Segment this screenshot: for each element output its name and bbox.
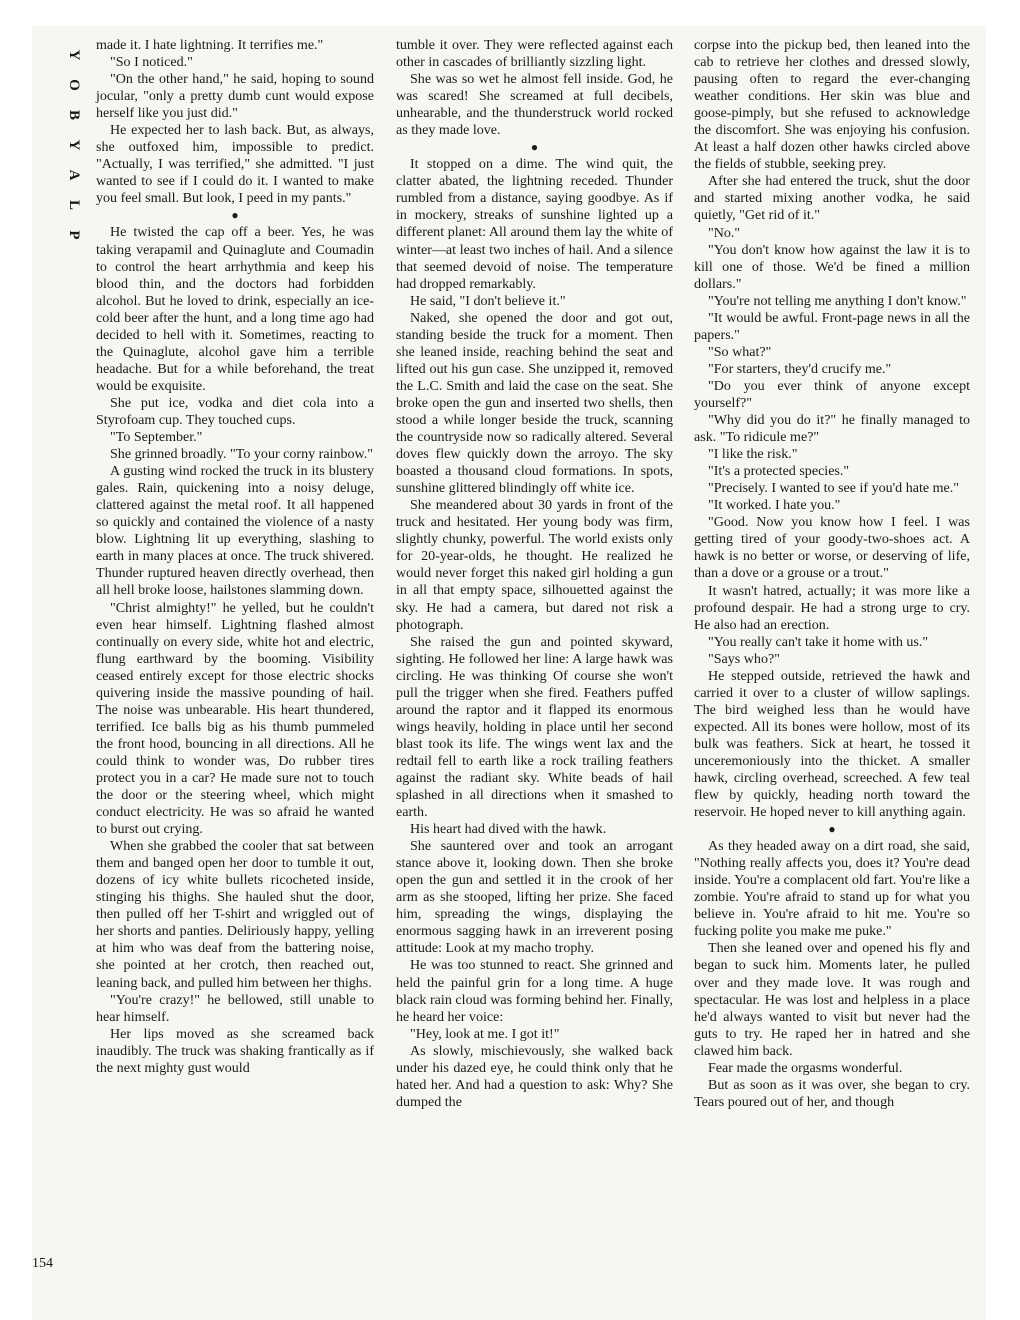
sidebar-letter: B [66,109,82,120]
paragraph: When she grabbed the cooler that sat between them and banged open her door to tumble it out, dozens of icy white bullets ricocheted inside, stinging his thighs. She hauled shut the door, then pulled off her T-shirt and wriggled out of her shorts and panties. Deliriously happy, yelling at him who was deaf from the battering noise, she pointed at her crotch, then reached out, leaning back, and pulled him between her thighs. [96,838,374,991]
sidebar-letter: A [66,169,82,181]
sidebar-letter: Y [66,139,82,151]
paragraph: As they headed away on a dirt road, she said, "Nothing really affects you, does it? You're dead inside. You're a complacent old fart. You're like a zombie. You're afraid to stand up for what you believe in. You're afraid to hit me. You're so fucking polite you make me puke." [694,838,970,940]
paragraph: Then she leaned over and opened his fly and began to suck him. Moments later, he pulled over and they made love. It was rough and spectacular. He was lost and helpless in a place he'd always wanted to visit but never had the guts to try. He raped her in hatred and she clawed him back. [694,940,970,1059]
paragraph: "You're crazy!" he bellowed, still unable to hear himself. [96,991,374,1025]
paragraph: "I like the risk." [708,446,798,463]
paragraph: made it. I hate lightning. It terrifies me." [96,37,324,53]
paragraph: "To September." [110,429,203,446]
paragraph: "You really can't take it home with us." [708,633,929,650]
paragraph: She was so wet he almost fell inside. God, he was scared! She screamed at full decibels, unhearable, and the thunderstruck world rocked as they made love. [396,71,673,139]
paragraph: It stopped on a dime. The wind quit, the clatter abated, the lightning receded. Thunder rumbled from a distance, saying goodbye. As if in mockery, streaks of sunshine lighted up a different planet: All around them lay the white of winter—at least two inches of hail. And a silence that seemed devoid of noise. The temperature had dropped remarkably. [396,156,673,292]
paragraph: "Hey, look at me. I got it!" [410,1025,560,1042]
paragraph: After she had entered the truck, shut the door and started mixing another vodka, he said quietly, "Get rid of it." [694,173,970,224]
paragraph: "You're not telling me anything I don't know." [708,292,967,309]
paragraph: His heart had dived with the hawk. [410,821,607,838]
paragraph: As slowly, mischievously, she walked back under his dazed eye, he could think only that he hated her. And had a question to ask: Why? She dumped the [396,1042,673,1110]
paragraph: She meandered about 30 yards in front of the truck and hesitated. Her young body was firm, slightly chunky, powerful. The world exists only for 20-year-olds, he thought. He realized he would never forget this naked girl holding a gun in all that empty space, silhouetted against the sky. He had a camera, but dared not risk a photograph. [396,497,673,633]
paragraph: Fear made the orgasms wonderful. [708,1059,903,1076]
paragraph: "On the other hand," he said, hoping to sound jocular, "only a pretty dumb cunt would expose herself like you just did." [96,71,374,122]
sidebar-letter: Y [66,49,82,61]
text-column-1 [96,37,374,1077]
sidebar-letter: O [66,79,82,91]
page-number: 154 [32,1256,53,1271]
section-separator: ● [231,208,239,223]
sidebar-letter: P [66,230,82,240]
text-column-2 [396,37,673,1111]
paragraph: "Christ almighty!" he yelled, but he couldn't even hear himself. Lightning flashed almost continually on every side, white hot and electric, flung earthward by the booming. Visibility ceased entirely except for those electric shocks quivering inside the massive pounding of hail. The noise was unbearable. His heart thundered, terrified. Ice balls big as his thumb pummeled the front hood, bouncing in all directions. All he could think to wonder was, Do rubber tires protect you in a car? He made sure not to touch the door or the steering wheel, which might conduct electricity. He was so afraid he wanted to burst out crying. [96,599,374,838]
paragraph: He stepped outside, retrieved the hawk and carried it over to a cluster of willow saplings. The bird weighed less than he would have expected. All its bones were hollow, most of its bulk was feathers. Sick at heart, he tossed it unceremoniously into the thicket. A smaller hawk, circling overhead, screeched. A few teal flew by quickly, heading north toward the reservoir. He hoped never to kill anything again. [694,667,970,821]
paragraph: "It would be awful. Front-page news in all the papers." [694,309,970,343]
paragraph: He said, "I don't believe it." [410,292,566,309]
paragraph: She raised the gun and pointed skyward, sighting. He followed her line: A large hawk was circling. He was thinking Of course she won't pull the trigger when she fired. Feathers puffed around the raptor and it flapped its enormous wings heavily, holding in place until her second blast took its life. The wings went lax and the redtail fell to earth like a rock trailing feathers against the radiant sky. White beads of hail splashed in all directions when it smashed to earth. [396,633,673,821]
paragraph: He was too stunned to react. She grinned and held the painful grin for a long time. A huge black rain cloud was forming behind her. Finally, he heard her voice: [396,957,673,1025]
paragraph: It wasn't hatred, actually; it was more like a profound despair. He had a strong urge to cry. He also had an erection. [694,582,970,633]
paragraph: "So what?" [708,343,772,360]
paragraph: "Good. Now you know how I feel. I was getting tired of your goody-two-shoes act. A hawk is no better or worse, or deserving of life, than a dove or a grouse or a trout." [694,514,970,582]
paragraph: But as soon as it was over, she began to cry. Tears poured out of her, and though [694,1076,970,1110]
section-separator: ● [530,140,539,155]
paragraph: She put ice, vodka and diet cola into a Styrofoam cup. They touched cups. [96,394,374,428]
paragraph: "Why did you do it?" he finally managed to ask. "To ridicule me?" [694,412,970,446]
paragraph: She grinned broadly. "To your corny rainbow." [110,446,374,463]
paragraph: tumble it over. They were reflected against each other in cascades of brilliantly sizzling light. [396,37,673,71]
magazine-sidebar-logo [59,40,82,250]
paragraph: "Do you ever think of anyone except yourself?" [694,377,970,411]
section-separator: ● [828,822,836,837]
paragraph: "Says who?" [708,650,780,667]
paragraph: "So I noticed." [110,54,193,71]
sidebar-letter: L [66,199,82,210]
paragraph: He expected her to lash back. But, as always, she outfoxed him, impossible to predict. "Actually, I was terrified," she admitted. "I just wanted to see if I could do it. I wanted to make you feel small. But look, I peed in my pants." [96,122,374,207]
paragraph: "For starters, they'd crucify me." [708,360,892,377]
paragraph: "No." [708,224,741,241]
paragraph: corpse into the pickup bed, then leaned into the cab to retrieve her clothes and dressed slowly, pausing often to regard the ever-changing weather conditions. Her skin was blue and goose-pimply, but she refused to acknowledge the discomfort. She was enjoying his confusion. At least a half dozen other hawks circled above the fields of stubble, seeking prey. [694,37,970,173]
paragraph: He twisted the cap off a beer. Yes, he was taking verapamil and Quinaglute and Coumadin to control the heart arrhythmia and keep his blood thin, and the doctors had forbidden alcohol. But he loved to drink, especially an ice-cold beer after the hunt, and a long time ago had decided to hell with it. Sometimes, reacting to the Quinaglute, alcohol gave him a terrible headache. But for a while beforehand, the treat would be exquisite. [96,224,374,394]
paragraph: "Precisely. I wanted to see if you'd hate me." [708,480,960,497]
paragraph: "You don't know how against the law it is to kill one of those. We'd be fined a million dollars." [694,241,970,292]
paragraph: Her lips moved as she screamed back inaudibly. The truck was shaking frantically as if the next mighty gust would [96,1025,374,1076]
paragraph: Naked, she opened the door and got out, standing beside the truck for a moment. Then she leaned inside, reaching behind the seat and lifted out his gun case. She unzipped it, removed the L.C. Smith and laid the case on the seat. She broke open the gun and inserted two shells, then stood a while longer beside the truck, scanning the countryside now so radically altered. Several doves flew quickly down the arroyo. The sky boasted a thousand cloud formations. In spots, sunshine glittered blindingly off white ice. [396,309,673,497]
paragraph: "It's a protected species." [708,463,850,480]
text-column-3 [694,37,970,1111]
paragraph: She sauntered over and took an arrogant stance above it, looking down. Then she broke open the gun and settled it in the crook of her arm as she stooped, lifting her prize. She faced him, spreading the wings, displaying the enormous sagging hawk in an irreverent posing attitude: Look at my macho trophy. [396,838,673,957]
paragraph: "It worked. I hate you." [708,497,841,514]
paragraph: A gusting wind rocked the truck in its blustery gales. Rain, quickening into a noisy deluge, clattered against the metal roof. It all happened so quickly and contained the violence of a nasty blow. Lightning lit up everything, slashing to earth in many places at once. The truck shivered. Thunder ruptured heaven directly overhead, then all hell broke loose, hailstones slamming down. [96,463,374,599]
